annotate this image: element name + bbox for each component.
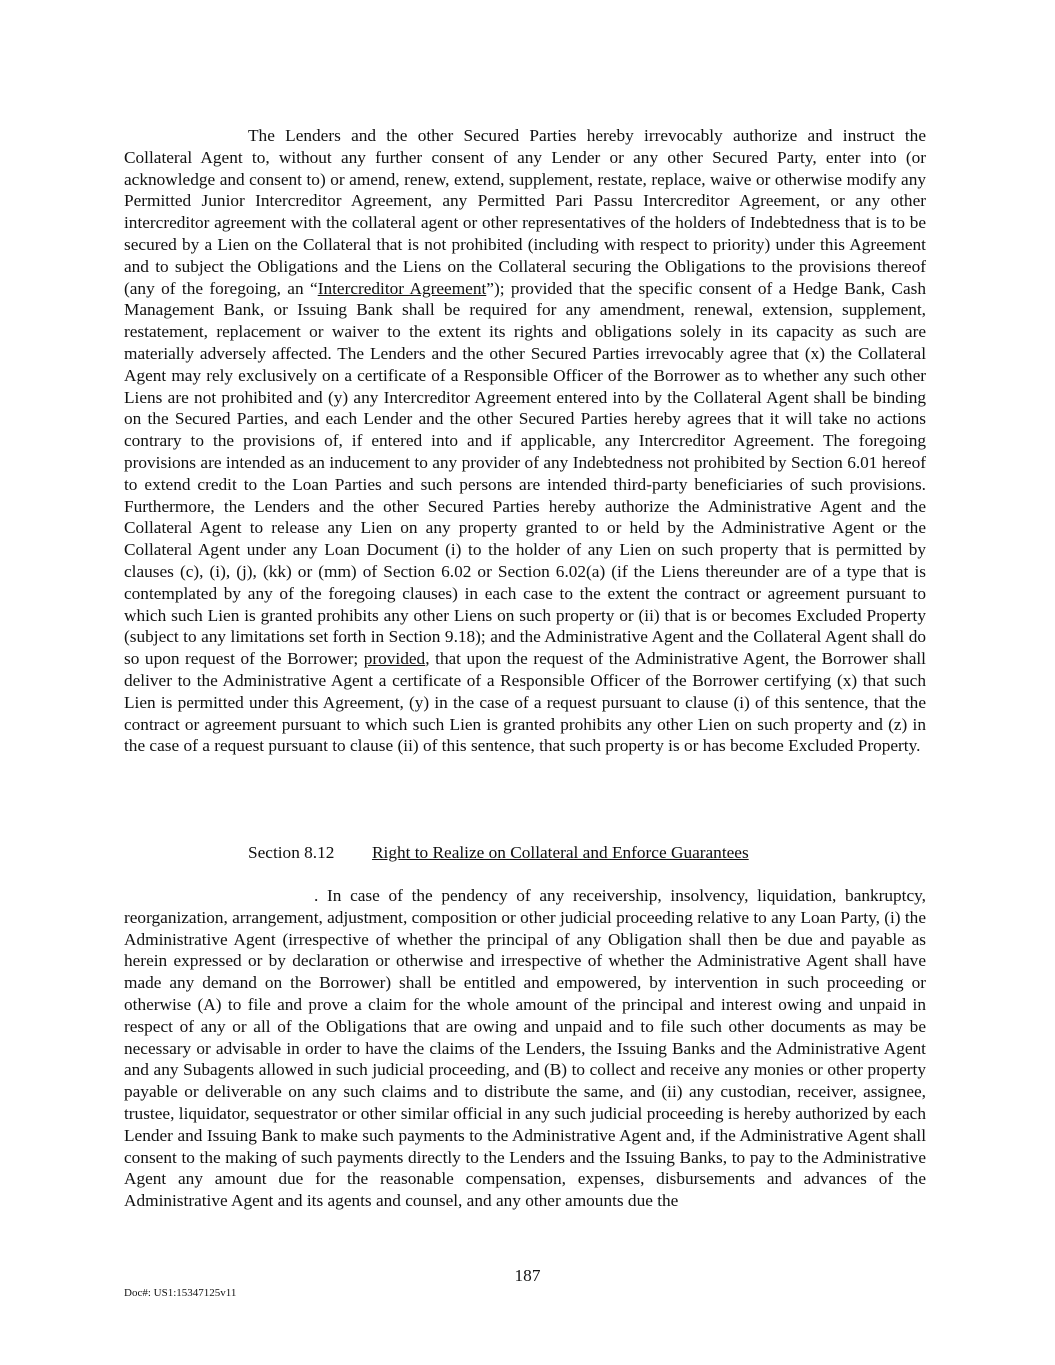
defined-term-provided: provided <box>363 649 426 669</box>
document-id: Doc#: US1:15347125v11 <box>124 1287 237 1299</box>
page-number: 187 <box>514 1266 541 1285</box>
section-number: Section 8.12 <box>248 843 335 862</box>
section-title: Right to Realize on Collateral and Enforce Guarantees <box>372 843 749 862</box>
paragraph-1-text-b: ”); provided that the specific consent of a Hedge Bank, Cash Management Bank, or Issuing Bank shall be required for any amendment, renewal, extension, supplement, restatement, replacement or waiver to the extent its rights and obligations solely in its capacity as such are materially adversely affected. The Lenders and the other Secured Parties irrevocably agree that (x) the Collateral Agent may rely exclusively on a certificate of a Responsible Officer of the Borrower as to whether any such other Liens are not prohibited and (y) any Intercreditor Agreement entered into by the Collateral Agent shall be binding on the Secured Parties, and each Lender and the other Secured Parties hereby agrees that it will take no actions contrary to the provisions of, if entered into and if applicable, any Intercreditor Agreement. The foregoing provisions are intended as an inducement to any provider of any Indebtedness not prohibited by Section 6.01 hereof to extend credit to the Loan Parties and such persons are intended third-party beneficiaries of such provisions. Furthermore, the Lenders and the other Secured Parties hereby authorize the Administrative Agent and the Collateral Agent to release any Lien on any property granted to or held by the Administrative Agent or the Collateral Agent under any Loan Document (i) to the holder of any Lien on such property that is permitted by clauses (c), (i), (j), (kk) or (mm) of Section 6.02 or Section 6.02(a) (if the Liens thereunder are of a type that is contemplated by any of the foregoing clauses) in each case to the extent the contract or agreement pursuant to which such Lien is granted prohibits any other Liens on such property or (ii) that is or becomes Excluded Property (subject to any limitations set forth in Section 9.18); and the Administrative Agent and the Collateral Agent shall do so upon request of the Borrower; <box>124 278 926 669</box>
paragraph-2-text: In case of the pendency of any receivership, insolvency, liquidation, bankruptcy, reorganization, arrangement, adjustment, composition or other judicial proceeding relative to any Loan Party, (i) the Administrative Agent (irrespective of whether the principal of any Obligation shall then be due and payable as herein expressed or by declaration or otherwise and irrespective of whether the Administrative Agent shall have made any demand on the Borrower) shall be entitled and empowered, by intervention in such proceeding or otherwise (A) to file and prove a claim for the whole amount of the principal and interest owing and unpaid in respect of any or all of the Obligations that are owing and unpaid and to file such other documents as may be necessary or advisable in order to have the claims of the Lenders, the Issuing Banks and the Administrative Agent and any Subagents allowed in such judicial proceeding, and (B) to collect and receive any monies or other property payable or deliverable on any such claims and to distribute the same, and (ii) any custodian, receiver, assignee, trustee, liquidator, sequestrator or other similar official in any such judicial proceeding is hereby authorized by each Lender and Issuing Bank to make such payments to the Administrative Agent and, if the Administrative Agent shall consent to the making of such payments directly to the Lenders and the Issuing Banks, to pay to the Administrative Agent any amount due for the reasonable compensation, expenses, disbursements and advances of the Administrative Agent and its agents and counsel, and any other amounts due the <box>124 886 926 1211</box>
defined-term-intercreditor-agreement: Intercreditor Agreement <box>317 278 487 298</box>
paragraph-2-lead: . <box>314 886 319 905</box>
paragraph-1-text-a: The Lenders and the other Secured Parties hereby irrevocably authorize and instruct the Collateral Agent to, without any further consent of any Lender or any other Secured Party, enter into (or acknowledge and consent to) or amend, renew, extend, supplement, restate, replace, waive or otherwise modify any Permitted Junior Intercreditor Agreement, any Permitted Pari Passu Intercreditor Agreement, or any other intercreditor agreement with the collateral agent or other representatives of the holders of Indebtedness that is to be secured by a Lien on the Collateral that is not prohibited (including with respect to priority) under this Agreement and to subject the Obligations and the Liens on the Collateral securing the Obligations to the provisions thereof (any of the foregoing, an “ <box>124 126 926 298</box>
paragraph-intercreditor-authorization <box>124 125 926 757</box>
paragraph-realize-on-collateral <box>124 885 926 1212</box>
section-heading <box>248 842 749 864</box>
paragraph-1-text-c: , that upon the request of the Administrative Agent, the Borrower shall deliver to the Administrative Agent a certificate of a Responsible Officer of the Borrower certifying (x) that such Lien is permitted under this Agreement, (y) in the case of a request pursuant to clause (i) of this sentence, that the contract or agreement pursuant to which such Lien is granted prohibits any other Lien on such property and (z) in the case of a request pursuant to clause (ii) of this sentence, that such property is or has become Excluded Property. <box>124 649 926 756</box>
